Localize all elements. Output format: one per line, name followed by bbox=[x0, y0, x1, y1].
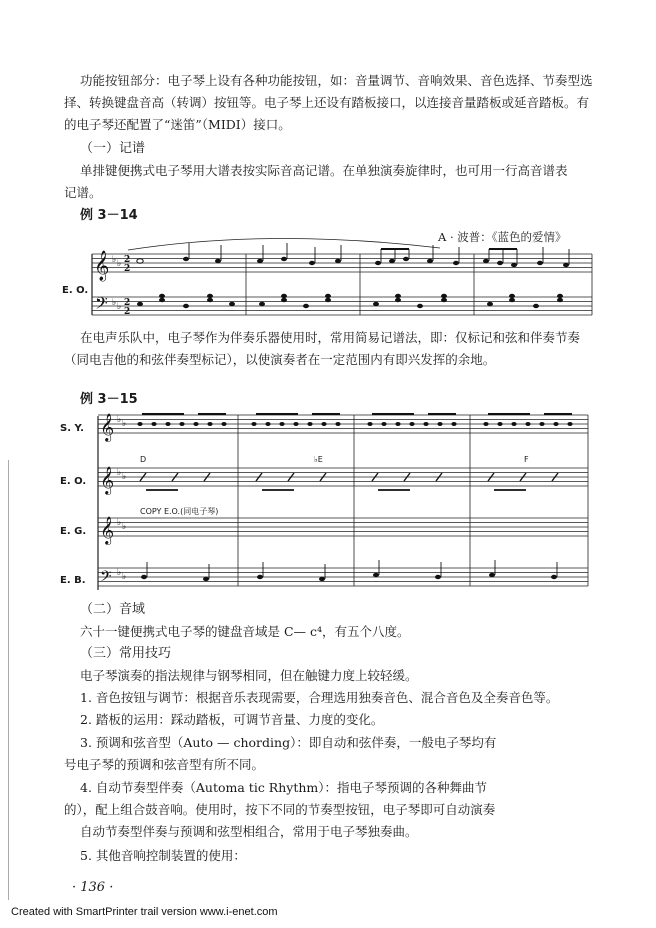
svg-text:𝄞: 𝄞 bbox=[100, 413, 115, 441]
svg-text:𝄢: 𝄢 bbox=[100, 568, 112, 589]
list-item-5: 5. 其他音响控制装置的使用： bbox=[80, 848, 246, 863]
svg-text:♭: ♭ bbox=[112, 255, 117, 265]
svg-text:♭: ♭ bbox=[122, 522, 127, 532]
list-item-4-line-2: 的），配上组合鼓音响。使用时，按下不同的节奏型按钮，电子琴即可自动演奏 bbox=[64, 802, 496, 817]
svg-text:2: 2 bbox=[124, 255, 131, 265]
svg-text:2: 2 bbox=[124, 264, 131, 274]
chord-symbol-e-flat: ♭E bbox=[314, 455, 323, 464]
score-315-label-eo: E. O. bbox=[60, 476, 87, 487]
paragraph-band-line-1: 在电声乐队中，电子琴作为伴奏乐器使用时，常用简易记谱法，即：仅标记和弦和伴奏节奏 bbox=[80, 330, 581, 345]
paragraph-function-buttons-line-3: 的电子琴还配置了“迷笛”（MIDI）接口。 bbox=[64, 117, 291, 132]
list-item-4-line-3: 自动节奏型伴奏与预调和弦型相组合，常用于电子琴独奏曲。 bbox=[80, 824, 418, 839]
example-3-14-label: 例 3－14 bbox=[80, 208, 138, 223]
score-315-label-eg: E. G. bbox=[60, 526, 87, 537]
svg-text:𝄞: 𝄞 bbox=[100, 466, 115, 494]
margin-crop-mark bbox=[8, 460, 9, 900]
svg-text:2: 2 bbox=[124, 307, 131, 317]
svg-text:♭: ♭ bbox=[117, 302, 122, 312]
paragraph-techniques: 电子琴演奏的指法规律与钢琴相同，但在触键力度上较轻缓。 bbox=[80, 668, 418, 683]
svg-text:♭: ♭ bbox=[122, 572, 127, 582]
list-item-3-line-2: 号电子琴的预调和弦音型有所不同。 bbox=[64, 757, 265, 772]
paragraph-notation-line-2: 记谱。 bbox=[64, 185, 102, 200]
paragraph-range: 六十一键便携式电子琴的键盘音域是 C— c⁴，有五个八度。 bbox=[80, 624, 410, 639]
svg-text:♭: ♭ bbox=[117, 259, 122, 269]
chord-symbol-f: F bbox=[524, 455, 529, 464]
page-number: · 136 · bbox=[72, 880, 114, 895]
svg-text:♭: ♭ bbox=[117, 468, 122, 478]
heading-range: （二）音域 bbox=[80, 602, 146, 617]
heading-techniques: （三）常用技巧 bbox=[80, 646, 172, 661]
paragraph-notation-line-1: 单排键便携式电子琴用大谱表按实际音高记谱。在单独演奏旋律时，也可用一行高音谱表 bbox=[80, 163, 568, 178]
svg-text:𝄞: 𝄞 bbox=[94, 251, 110, 281]
example-3-14-source: A · 波普：《蓝色的爱情》 bbox=[438, 230, 567, 244]
footer-watermark: Created with SmartPrinter trail version www.i-enet.com bbox=[11, 906, 278, 918]
copy-eo-annotation: COPY E.O.(同电子琴) bbox=[140, 507, 219, 516]
paragraph-band-line-2: （同电吉他的和弦伴奏型标记），以使演奏者在一定范围内有即兴发挥的余地。 bbox=[64, 352, 496, 367]
svg-text:♭: ♭ bbox=[122, 472, 127, 482]
list-item-4-line-1: 4. 自动节奏型伴奏（Automa tic Rhythm）：指电子琴预调的各种舞曲节 bbox=[80, 780, 488, 795]
svg-text:♭: ♭ bbox=[122, 419, 127, 429]
list-item-3-line-1: 3. 预调和弦音型（Auto — chording）：即自动和弦伴奏，一般电子琴均有 bbox=[80, 735, 497, 750]
score-315-label-sy: S. Y. bbox=[60, 423, 84, 434]
chord-symbol-d: D bbox=[140, 455, 147, 464]
paragraph-function-buttons-line-2: 择、转换键盘音高（转调）按钮等。电子琴上还设有踏板接口，以连接音量踏板或延音踏板。有 bbox=[64, 95, 590, 110]
example-3-15-label: 例 3－15 bbox=[80, 392, 138, 407]
svg-text:♭: ♭ bbox=[117, 518, 122, 528]
list-item-2: 2. 踏板的运用：踩动踏板，可调节音量、力度的变化。 bbox=[80, 712, 384, 727]
heading-notation: （一）记谱 bbox=[80, 141, 146, 156]
svg-text:𝄢: 𝄢 bbox=[95, 293, 108, 317]
svg-text:2: 2 bbox=[124, 298, 131, 308]
score-315-label-eb: E. B. bbox=[60, 575, 86, 586]
svg-text:♭: ♭ bbox=[117, 415, 122, 425]
paragraph-function-buttons-line-1: 功能按钮部分：电子琴上设有各种功能按钮，如：音量调节、音响效果、音色选择、节奏型选 bbox=[80, 73, 593, 88]
svg-text:♭: ♭ bbox=[117, 568, 122, 578]
svg-text:𝄞: 𝄞 bbox=[100, 516, 115, 544]
list-item-1: 1. 音色按钮与调节：根据音乐表现需要，合理选用独奏音色、混合音色及全奏音色等。 bbox=[80, 690, 559, 705]
score-314-instrument-label: E. O. bbox=[62, 285, 89, 296]
svg-text:♭: ♭ bbox=[112, 298, 117, 308]
